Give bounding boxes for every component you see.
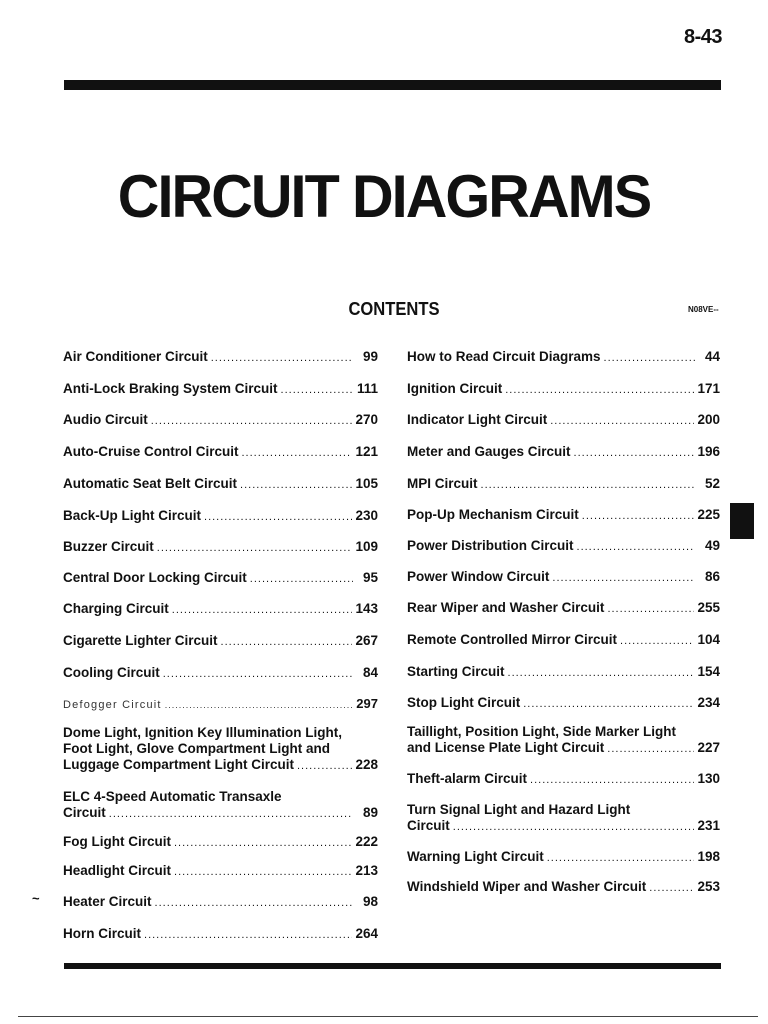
toc-entry-title: Foot Light, Glove Compartment Light and [63, 741, 330, 756]
toc-entry-row [63, 381, 378, 398]
toc-entry-title: ELC 4-Speed Automatic Transaxle [63, 789, 282, 804]
toc-entry [407, 600, 720, 617]
toc-entry-page: 227 [697, 740, 720, 755]
dot-leader [211, 350, 353, 366]
dot-leader [577, 539, 695, 555]
toc-entry-page: 297 [356, 696, 378, 711]
toc-entry-page: 234 [697, 695, 720, 710]
toc-entry-row [407, 849, 720, 866]
toc-entry [63, 863, 378, 880]
toc-entry-title: Warning Light Circuit [407, 849, 544, 864]
toc-entry-row [407, 381, 720, 398]
page-number: 8-43 [683, 26, 722, 48]
dot-leader [144, 927, 352, 943]
toc-entry [63, 539, 378, 556]
toc-entry-title: Windshield Wiper and Washer Circuit [407, 879, 647, 894]
toc-entry-title: Fog Light Circuit [63, 834, 171, 849]
toc-entry-row [63, 665, 378, 682]
dot-leader [221, 634, 353, 650]
dot-leader [155, 895, 353, 911]
toc-entry-title: Cigarette Lighter Circuit [63, 633, 218, 648]
dot-leader [552, 570, 695, 586]
toc-entry-row [63, 444, 378, 461]
toc-entry-title: Anti-Lock Braking System Circuit [63, 381, 278, 396]
toc-entry-title: Starting Circuit [407, 664, 505, 679]
toc-entry-page: 89 [362, 805, 378, 820]
toc-entry-page: 225 [697, 507, 720, 522]
toc-entry-page: 52 [704, 476, 720, 491]
dot-leader [240, 477, 352, 493]
toc-entry [407, 412, 720, 429]
toc-entry-row [63, 696, 378, 713]
toc-entry-title: Circuit [63, 805, 106, 820]
dot-leader [523, 696, 694, 712]
toc-entry [63, 834, 378, 851]
dot-leader [604, 350, 695, 366]
toc-entry-row [407, 444, 720, 461]
toc-entry-page: 253 [697, 879, 720, 894]
toc-entry-row [63, 412, 378, 429]
dot-leader [508, 665, 695, 681]
toc-entry-row [63, 926, 378, 943]
toc-entry-page: 84 [362, 665, 378, 680]
toc-entry-row [407, 664, 720, 681]
toc-entry [407, 879, 720, 896]
dot-leader [607, 601, 694, 617]
toc-entry-row [407, 507, 720, 524]
dot-leader [250, 571, 353, 587]
toc-entry-page: 111 [356, 381, 378, 396]
toc-entry [63, 381, 378, 398]
toc-entry-page: 109 [355, 539, 378, 554]
toc-entry-page: 86 [704, 569, 720, 584]
dot-leader [172, 602, 353, 618]
toc-entry-row [407, 476, 720, 493]
toc-entry-page: 200 [697, 412, 720, 427]
toc-entry-page: 264 [355, 926, 378, 941]
toc-entry-page: 196 [697, 444, 720, 459]
toc-entry-title: Cooling Circuit [63, 665, 160, 680]
toc-entry-title: Automatic Seat Belt Circuit [63, 476, 238, 491]
dot-leader [453, 819, 695, 835]
toc-entry-row [63, 508, 378, 525]
margin-mark: ~ [32, 891, 40, 906]
dot-leader [481, 477, 695, 493]
toc-entry-row [63, 863, 378, 880]
toc-entry [63, 696, 378, 713]
toc-entry [63, 349, 378, 366]
toc-entry [407, 802, 720, 835]
toc-entry-title: Pop-Up Mechanism Circuit [407, 507, 579, 522]
toc-entry [407, 349, 720, 366]
toc-entry-page: 105 [355, 476, 378, 491]
toc-entry-row [407, 740, 720, 757]
toc-entry-row [407, 412, 720, 429]
toc-entry [407, 381, 720, 398]
toc-entry-page: 213 [355, 863, 378, 878]
toc-entry-page: 255 [697, 600, 720, 615]
toc-entry-page: 44 [704, 349, 720, 364]
toc-entry [63, 894, 378, 911]
toc-entry [63, 570, 378, 587]
dot-leader [530, 772, 694, 788]
toc-entry-title: Heater Circuit [63, 894, 152, 909]
dot-leader [109, 806, 353, 822]
toc-entry-page: 171 [697, 381, 720, 396]
toc-entry-page: 267 [355, 633, 378, 648]
dot-leader [174, 835, 352, 851]
toc-entry-row [407, 569, 720, 586]
toc-entry-page: 143 [355, 601, 378, 616]
dot-leader [582, 508, 695, 524]
toc-entry-title: Back-Up Light Circuit [63, 508, 202, 523]
toc-entry [63, 633, 378, 650]
toc-entry-title: Central Door Locking Circuit [63, 570, 247, 585]
toc-entry [407, 476, 720, 493]
dot-leader [281, 382, 353, 398]
toc-entry-title: Defogger Circuit [63, 699, 162, 711]
toc-entry [63, 725, 378, 774]
toc-entry-row [407, 879, 720, 896]
dot-leader [574, 445, 695, 461]
dot-leader [242, 445, 353, 461]
toc-entry [407, 632, 720, 649]
toc-entry-row [407, 771, 720, 788]
bottom-thin-rule [18, 1016, 758, 1017]
dot-leader [547, 850, 695, 866]
toc-entry [63, 789, 378, 822]
toc-entry [63, 412, 378, 429]
toc-entry [63, 926, 378, 943]
toc-entry [407, 507, 720, 524]
toc-entry-title: Ignition Circuit [407, 381, 503, 396]
toc-entry-row [63, 349, 378, 366]
document-code: N08VE-- [688, 305, 719, 314]
dot-leader [165, 697, 353, 713]
toc-entry [407, 724, 720, 757]
toc-entry-title: Horn Circuit [63, 926, 142, 941]
dot-leader [204, 509, 352, 525]
toc-entry-title: Luggage Compartment Light Circuit [63, 757, 294, 772]
dot-leader [297, 758, 352, 774]
toc-entry-row [63, 894, 378, 911]
toc-entry-title: Charging Circuit [63, 601, 169, 616]
bottom-rule [64, 963, 721, 969]
dot-leader [649, 880, 694, 896]
dot-leader [151, 413, 353, 429]
dot-leader [620, 633, 694, 649]
dot-leader [550, 413, 694, 429]
toc-entry-page: 230 [355, 508, 378, 523]
toc-entry-title: Stop Light Circuit [407, 695, 521, 710]
toc-entry-row [407, 538, 720, 555]
toc-entry [63, 665, 378, 682]
toc-entry [407, 444, 720, 461]
toc-entry-page: 231 [697, 818, 720, 833]
toc-entry-title: Circuit [407, 818, 450, 833]
toc-entry [63, 444, 378, 461]
toc-entry [407, 849, 720, 866]
toc-entry-title: Indicator Light Circuit [407, 412, 548, 427]
toc-entry-title: Power Distribution Circuit [407, 538, 574, 553]
dot-leader [505, 382, 694, 398]
toc-entry-title: Meter and Gauges Circuit [407, 444, 571, 459]
toc-entry [407, 771, 720, 788]
toc-entry-page: 104 [697, 632, 720, 647]
toc-entry-row [63, 805, 378, 822]
toc-entry-row [407, 632, 720, 649]
toc-entry-title: and License Plate Light Circuit [407, 740, 605, 755]
toc-entry-title: Headlight Circuit [63, 863, 172, 878]
toc-entry-page: 222 [355, 834, 378, 849]
toc-entry-title: Turn Signal Light and Hazard Light [407, 802, 631, 817]
toc-entry-row [63, 570, 378, 587]
toc-entry-title: Taillight, Position Light, Side Marker Light [407, 724, 677, 739]
toc-entry-title: Air Conditioner Circuit [63, 349, 208, 364]
toc-entry-page: 198 [697, 849, 720, 864]
toc-entry-title: MPI Circuit [407, 476, 478, 491]
dot-leader [607, 741, 694, 757]
toc-entry-page: 98 [362, 894, 378, 909]
toc-entry-title: Buzzer Circuit [63, 539, 154, 554]
toc-entry-title: How to Read Circuit Diagrams [407, 349, 601, 364]
toc-entry [407, 664, 720, 681]
toc-entry-title: Dome Light, Ignition Key Illumination Light, [63, 725, 342, 740]
toc-entry [407, 569, 720, 586]
toc-entry-page: 130 [697, 771, 720, 786]
toc-entry-page: 228 [355, 757, 378, 772]
toc-entry-page: 49 [704, 538, 720, 553]
toc-entry-row [63, 601, 378, 618]
page-title: CIRCUIT DIAGRAMS [117, 163, 651, 230]
toc-entry-row [63, 633, 378, 650]
toc-entry [63, 476, 378, 493]
toc-entry-page: 95 [362, 570, 378, 585]
contents-heading: CONTENTS [348, 299, 440, 319]
toc-entry-title: Rear Wiper and Washer Circuit [407, 600, 605, 615]
toc-entry [63, 508, 378, 525]
toc-entry-row [407, 600, 720, 617]
toc-entry-title: Theft-alarm Circuit [407, 771, 528, 786]
toc-entry-row [407, 695, 720, 712]
toc-entry-page: 270 [355, 412, 378, 427]
dot-leader [174, 864, 352, 880]
toc-entry-title: Auto-Cruise Control Circuit [63, 444, 239, 459]
toc-entry-page: 99 [362, 349, 378, 364]
toc-entry-row [407, 818, 720, 835]
toc-entry [63, 601, 378, 618]
dot-leader [163, 666, 353, 682]
toc-entry-title: Remote Controlled Mirror Circuit [407, 632, 618, 647]
toc-entry-row [63, 476, 378, 493]
toc-entry-row [63, 834, 378, 851]
toc-entry-row [407, 349, 720, 366]
top-rule [64, 80, 721, 90]
dot-leader [157, 540, 353, 556]
toc-entry [407, 695, 720, 712]
toc-entry-title: Audio Circuit [63, 412, 148, 427]
toc-entry [407, 538, 720, 555]
toc-entry-row [63, 539, 378, 556]
toc-entry-title: Power Window Circuit [407, 569, 550, 584]
toc-entry-page: 121 [355, 444, 378, 459]
section-tab-marker [730, 503, 754, 539]
toc-entry-row [63, 757, 378, 774]
toc-entry-page: 154 [697, 664, 720, 679]
